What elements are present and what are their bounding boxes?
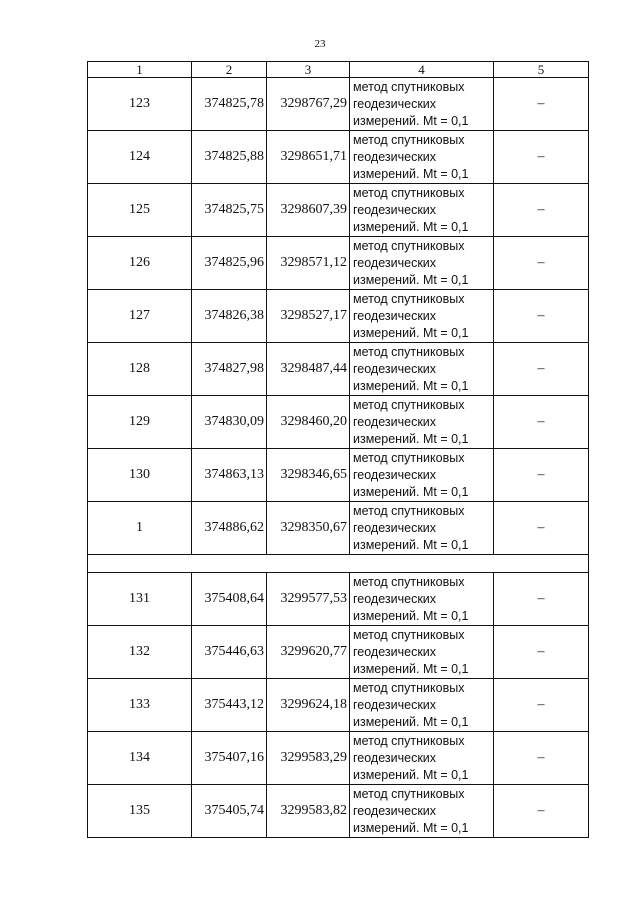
table-row (88, 78, 589, 131)
method-cell (350, 626, 494, 679)
column-header-4: 4 (350, 62, 494, 78)
method-cell (350, 290, 494, 343)
table-row (88, 131, 589, 184)
table-row (88, 290, 589, 343)
method-text-line: геодезических (353, 591, 437, 606)
x-coordinate-cell: 375443,12 (192, 679, 267, 732)
method-text-line: геодезических (353, 308, 437, 323)
method-cell (350, 573, 494, 626)
column-header-3: 3 (267, 62, 350, 78)
method-text-line: измерений. Mt = 0,1 (353, 820, 469, 835)
method-text-line: измерений. Mt = 0,1 (353, 272, 469, 287)
x-coordinate-cell: 374825,88 (192, 131, 267, 184)
method-text-line: геодезических (353, 361, 437, 376)
method-cell (350, 131, 494, 184)
method-text-line: геодезических (353, 520, 437, 535)
method-text-line: метод спутниковых (353, 291, 465, 306)
method-text-line: геодезических (353, 644, 437, 659)
method-text-line: геодезических (353, 750, 437, 765)
y-coordinate-cell: 3299583,29 (267, 732, 350, 785)
point-number-cell: 125 (88, 184, 192, 237)
y-coordinate-cell: 3299577,53 (267, 573, 350, 626)
method-text-line: геодезических (353, 414, 437, 429)
x-coordinate-cell: 374863,13 (192, 449, 267, 502)
method-text-line: метод спутниковых (353, 627, 465, 642)
description-cell: – (494, 184, 589, 237)
description-cell: – (494, 78, 589, 131)
point-number-cell: 1 (88, 502, 192, 555)
method-text-line: измерений. Mt = 0,1 (353, 219, 469, 234)
point-number-cell: 131 (88, 573, 192, 626)
y-coordinate-cell: 3298571,12 (267, 237, 350, 290)
method-text-line: геодезических (353, 255, 437, 270)
point-number-cell: 128 (88, 343, 192, 396)
table-header-row (88, 62, 589, 78)
method-cell (350, 184, 494, 237)
method-text-line: метод спутниковых (353, 344, 465, 359)
method-cell (350, 343, 494, 396)
method-text-line: геодезических (353, 803, 437, 818)
page-number: 23 (314, 38, 326, 50)
description-cell: – (494, 131, 589, 184)
method-text-line: измерений. Mt = 0,1 (353, 714, 469, 729)
y-coordinate-cell: 3299620,77 (267, 626, 350, 679)
description-cell: – (494, 732, 589, 785)
description-cell: – (494, 290, 589, 343)
description-cell: – (494, 785, 589, 838)
description-cell: – (494, 573, 589, 626)
method-text-line: измерений. Mt = 0,1 (353, 166, 469, 181)
table-row (88, 785, 589, 838)
group-separator-cell (88, 555, 589, 573)
x-coordinate-cell: 374825,96 (192, 237, 267, 290)
table-row (88, 679, 589, 732)
method-cell (350, 396, 494, 449)
y-coordinate-cell: 3299624,18 (267, 679, 350, 732)
method-text-line: геодезических (353, 96, 437, 111)
method-text-line: метод спутниковых (353, 680, 465, 695)
method-text-line: метод спутниковых (353, 503, 465, 518)
table-row (88, 396, 589, 449)
method-text-line: измерений. Mt = 0,1 (353, 661, 469, 676)
point-number-cell: 124 (88, 131, 192, 184)
description-cell: – (494, 626, 589, 679)
table-row (88, 184, 589, 237)
point-number-cell: 130 (88, 449, 192, 502)
method-text-line: метод спутниковых (353, 450, 465, 465)
point-number-cell: 123 (88, 78, 192, 131)
y-coordinate-cell: 3298527,17 (267, 290, 350, 343)
method-text-line: измерений. Mt = 0,1 (353, 537, 469, 552)
coordinates-table (87, 61, 589, 838)
method-text-line: геодезических (353, 697, 437, 712)
point-number-cell: 135 (88, 785, 192, 838)
method-text-line: измерений. Mt = 0,1 (353, 431, 469, 446)
point-number-cell: 129 (88, 396, 192, 449)
method-text-line: измерений. Mt = 0,1 (353, 767, 469, 782)
x-coordinate-cell: 375407,16 (192, 732, 267, 785)
method-text-line: метод спутниковых (353, 786, 465, 801)
y-coordinate-cell: 3299583,82 (267, 785, 350, 838)
y-coordinate-cell: 3298767,29 (267, 78, 350, 131)
table-row (88, 237, 589, 290)
table-row (88, 626, 589, 679)
method-text-line: геодезических (353, 202, 437, 217)
method-cell (350, 237, 494, 290)
method-cell (350, 78, 494, 131)
method-text-line: измерений. Mt = 0,1 (353, 113, 469, 128)
y-coordinate-cell: 3298460,20 (267, 396, 350, 449)
table-row (88, 343, 589, 396)
x-coordinate-cell: 375446,63 (192, 626, 267, 679)
method-cell (350, 449, 494, 502)
y-coordinate-cell: 3298607,39 (267, 184, 350, 237)
table-row (88, 732, 589, 785)
table-row (88, 502, 589, 555)
method-text-line: измерений. Mt = 0,1 (353, 608, 469, 623)
point-number-cell: 132 (88, 626, 192, 679)
method-text-line: измерений. Mt = 0,1 (353, 325, 469, 340)
description-cell: – (494, 343, 589, 396)
x-coordinate-cell: 374825,78 (192, 78, 267, 131)
x-coordinate-cell: 375405,74 (192, 785, 267, 838)
description-cell: – (494, 679, 589, 732)
method-text-line: метод спутниковых (353, 733, 465, 748)
description-cell: – (494, 502, 589, 555)
method-cell (350, 502, 494, 555)
x-coordinate-cell: 374830,09 (192, 396, 267, 449)
method-cell (350, 732, 494, 785)
column-header-2: 2 (192, 62, 267, 78)
table-row (88, 573, 589, 626)
method-text-line: измерений. Mt = 0,1 (353, 484, 469, 499)
method-cell (350, 679, 494, 732)
x-coordinate-cell: 374827,98 (192, 343, 267, 396)
coordinates-table-body (88, 62, 589, 838)
method-text-line: геодезических (353, 149, 437, 164)
y-coordinate-cell: 3298651,71 (267, 131, 350, 184)
table-row (88, 449, 589, 502)
description-cell: – (494, 396, 589, 449)
x-coordinate-cell: 374886,62 (192, 502, 267, 555)
point-number-cell: 133 (88, 679, 192, 732)
method-text-line: геодезических (353, 467, 437, 482)
y-coordinate-cell: 3298350,67 (267, 502, 350, 555)
method-text-line: метод спутниковых (353, 132, 465, 147)
method-text-line: метод спутниковых (353, 238, 465, 253)
method-text-line: метод спутниковых (353, 79, 465, 94)
y-coordinate-cell: 3298487,44 (267, 343, 350, 396)
point-number-cell: 127 (88, 290, 192, 343)
method-cell (350, 785, 494, 838)
x-coordinate-cell: 374826,38 (192, 290, 267, 343)
method-text-line: измерений. Mt = 0,1 (353, 378, 469, 393)
description-cell: – (494, 449, 589, 502)
description-cell: – (494, 237, 589, 290)
point-number-cell: 126 (88, 237, 192, 290)
y-coordinate-cell: 3298346,65 (267, 449, 350, 502)
point-number-cell: 134 (88, 732, 192, 785)
x-coordinate-cell: 374825,75 (192, 184, 267, 237)
group-separator-row (88, 555, 589, 573)
method-text-line: метод спутниковых (353, 574, 465, 589)
column-header-5: 5 (494, 62, 589, 78)
method-text-line: метод спутниковых (353, 397, 465, 412)
method-text-line: метод спутниковых (353, 185, 465, 200)
x-coordinate-cell: 375408,64 (192, 573, 267, 626)
column-header-1: 1 (88, 62, 192, 78)
